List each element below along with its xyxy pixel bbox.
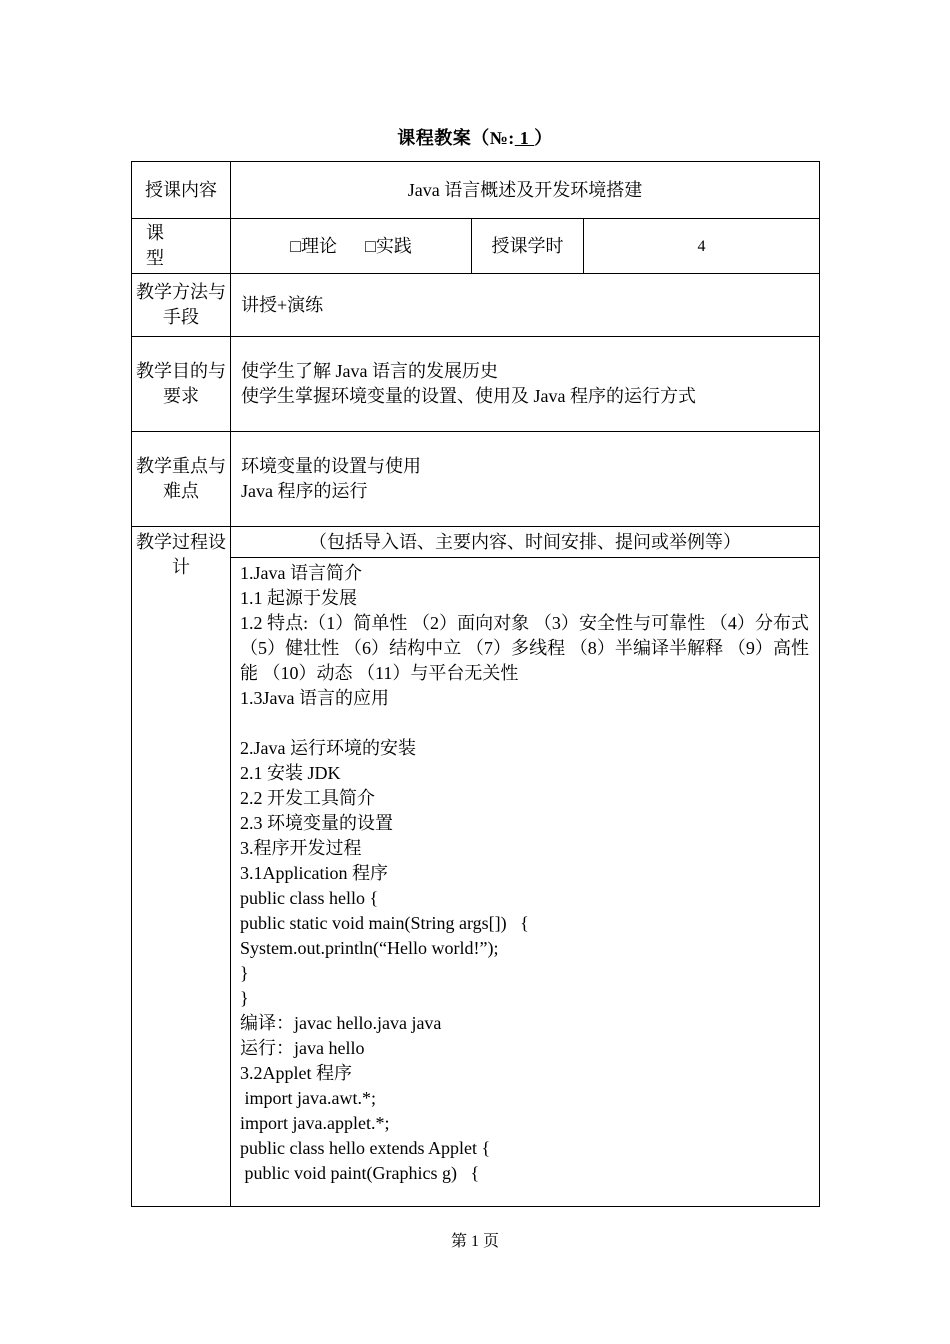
goal-value (231, 337, 820, 432)
goal-label: 教学目的与要求 (132, 337, 231, 432)
row-goal (132, 337, 820, 432)
key-line: 环境变量的设置与使用 (241, 456, 421, 476)
type-option-theory: □理论 (290, 235, 337, 256)
process-line: 1.3Java 语言的应用 (240, 688, 389, 708)
goal-line: 使学生掌握环境变量的设置、使用及 Java 程序的运行方式 (241, 386, 696, 406)
process-line: 运行：java hello (240, 1038, 365, 1058)
type-label: 课 型 (132, 219, 231, 274)
process-line: 2.3 环境变量的设置 (240, 813, 393, 833)
process-line: 1.Java 语言简介 (240, 563, 362, 583)
process-line: } (240, 963, 249, 983)
hours-value: 4 (584, 219, 820, 274)
row-process-body (132, 558, 820, 1207)
process-line: public static void main(String args[]) { (240, 913, 529, 933)
goal-line: 使学生了解 Java 语言的发展历史 (241, 361, 498, 381)
key-label: 教学重点与难点 (132, 432, 231, 527)
process-line: 2.1 安装 JDK (240, 763, 341, 783)
row-type (132, 219, 820, 274)
process-line: public class hello extends Applet { (240, 1138, 491, 1158)
process-line: } (240, 988, 249, 1008)
process-label: 教学过程设计 (132, 527, 231, 1207)
key-line: Java 程序的运行 (241, 481, 368, 501)
process-line: 3.2Applet 程序 (240, 1063, 352, 1083)
process-line: 3.程序开发过程 (240, 838, 362, 858)
type-options (231, 219, 472, 274)
method-label: 教学方法与手段 (132, 274, 231, 337)
process-line: 3.1Application 程序 (240, 863, 388, 883)
process-line: 编译：javac hello.java java (240, 1013, 442, 1033)
process-line: 2.2 开发工具简介 (240, 788, 375, 808)
method-value: 讲授+演练 (231, 274, 820, 337)
page-title (0, 124, 950, 150)
hours-label: 授课学时 (472, 219, 584, 274)
row-process-note (132, 527, 820, 558)
process-blank-line (240, 711, 809, 736)
content-label: 授课内容 (132, 162, 231, 219)
process-line: import java.awt.*; (240, 1088, 376, 1108)
title-suffix: ） (534, 128, 553, 148)
lesson-plan-table (131, 161, 820, 1207)
content-value: Java 语言概述及开发环境搭建 (231, 162, 820, 219)
row-method (132, 274, 820, 337)
process-line: public void paint(Graphics g) { (240, 1163, 480, 1183)
row-key (132, 432, 820, 527)
process-line: 1.2 特点:（1）简单性 （2）面向对象 （3）安全性与可靠性 （4）分布式 （5）健壮性 （6）结构中立 （7）多线程 （8）半编译半解释 （9）高性能 （10）动态 （11）与平台无关性 (240, 613, 810, 683)
process-line: 1.1 起源于发展 (240, 588, 357, 608)
process-line: 2.Java 运行环境的安装 (240, 738, 416, 758)
key-value (231, 432, 820, 527)
process-line: import java.applet.*; (240, 1113, 390, 1133)
process-line: public class hello { (240, 888, 379, 908)
type-option-practice: □实践 (365, 235, 412, 256)
row-content (132, 162, 820, 219)
title-prefix: 课程教案（№: (397, 128, 515, 148)
process-line: System.out.println(“Hello world!”); (240, 938, 499, 958)
process-note: （包括导入语、主要内容、时间安排、提问或举例等） (231, 527, 820, 558)
page-footer: 第 1 页 (450, 1233, 499, 1250)
process-body (231, 558, 820, 1207)
title-number: 1 (514, 128, 535, 148)
